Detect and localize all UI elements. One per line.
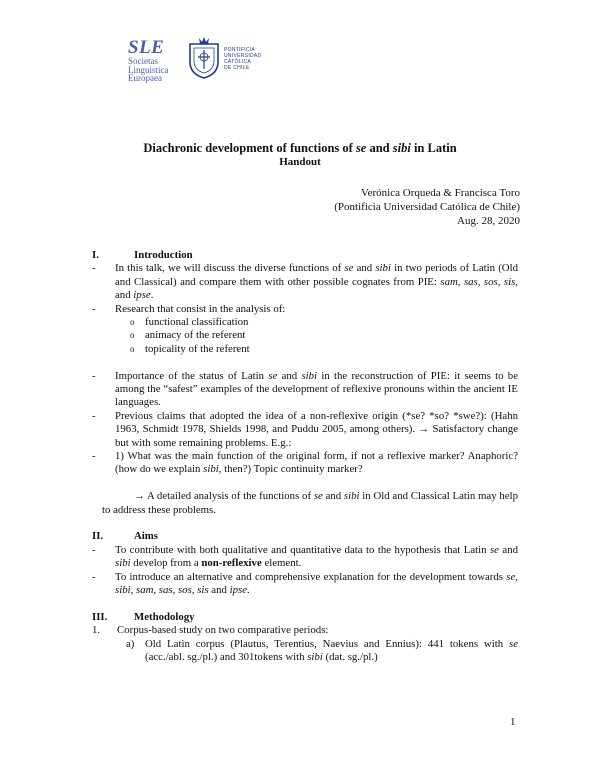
- page-number: 1: [510, 716, 516, 728]
- list-item: - 1) What was the main function of the original form, if not a reflexive marker? Anaphoric? (how do we explain sibi, then?) Topic continuity marker?: [92, 450, 518, 476]
- puc-line4: DE CHILE: [224, 65, 250, 71]
- sle-logo-line2: Linguistica: [128, 64, 169, 75]
- sle-logo-line3: Europaea: [128, 73, 162, 83]
- document-body: [92, 249, 518, 664]
- author-affiliation: (Pontificia Universidad Católica de Chile): [334, 201, 520, 213]
- sub-list-item: o topicality of the referent: [130, 342, 250, 355]
- puc-line2: UNIVERSIDAD: [224, 53, 262, 59]
- list-item: - To contribute with both qualitative and quantitative data to the hypothesis that Latin se and sibi develop from a non-reflexive element.: [92, 543, 518, 570]
- lettered-item: a) Old Latin corpus (Plautus, Terentius, Naevius and Ennius): 441 tokens with se (acc./abl. sg./pl.) and 301tokens with sibi (dat. sg./pl.): [126, 637, 518, 664]
- sle-logo-big: SLE: [128, 37, 165, 58]
- document-date: Aug. 28, 2020: [457, 215, 520, 227]
- puc-line1: PONTIFICIA: [224, 47, 256, 53]
- list-item: - Previous claims that adopted the idea of a non-reflexive origin (*se? *so? *swe?): (Hahn 1963, Schmidt 1978, Shields 1998, and Puddu 2005, among others). → Satisfactory change but with some remaining problems. E.g.:: [92, 409, 518, 449]
- author-block: [334, 186, 520, 228]
- author-names: Verónica Orqueda & Francisca Toro: [360, 187, 520, 199]
- list-item: - To introduce an alternative and comprehensive explanation for the development towards se, sibi, sam, sas, sos, sis and ipse.: [92, 570, 518, 597]
- document-title: Diachronic development of functions of se and sibi in Latin: [143, 141, 457, 155]
- list-item: - Importance of the status of Latin se and sibi in the reconstruction of PIE: it seems to be among the “safest” examples of the development of reflexive pronouns within the ancient IE languages.: [92, 369, 518, 409]
- section-heading-aims: II. Aims: [92, 530, 158, 543]
- university-logo-text: [224, 47, 261, 71]
- section-heading-introduction: I. Introduction: [92, 249, 193, 261]
- section-heading-methodology: III. Methodology: [92, 610, 195, 623]
- sle-logo-line1: Societas: [128, 56, 158, 66]
- sle-logo: [128, 37, 180, 83]
- sub-list-item: o animacy of the referent: [130, 329, 246, 342]
- numbered-item: 1. Corpus-based study on two comparative periods:: [92, 624, 329, 637]
- list-item: - Research that consist in the analysis of:: [92, 302, 286, 315]
- document-subtitle: Handout: [279, 156, 321, 168]
- sub-list-item: o functional classification: [130, 316, 249, 329]
- list-item: - In this talk, we will discuss the diverse functions of se and sibi in two periods of Latin (Old and Classical) and compare them with other possible cognates from PIE: sam, sas, sos, sis, and ipse.: [92, 262, 518, 302]
- university-emblem-icon: [186, 36, 222, 80]
- paragraph: → A detailed analysis of the functions of se and sibi in Old and Classical Latin may help to address these problems.: [102, 490, 518, 516]
- puc-line3: CATÓLICA: [224, 59, 252, 65]
